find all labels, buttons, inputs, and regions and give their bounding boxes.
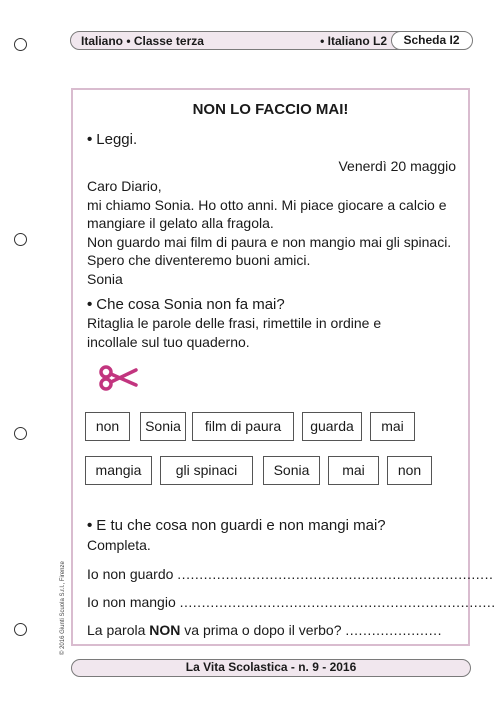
complete-label: Completa.: [87, 537, 151, 553]
word-card[interactable]: non: [85, 412, 130, 441]
word-card[interactable]: mai: [370, 412, 415, 441]
fill-line-non: [87, 622, 442, 638]
section-read: [87, 131, 137, 149]
letter-line: Spero che diventeremo buoni amici.: [87, 252, 311, 268]
binder-hole: [14, 623, 27, 636]
word-card[interactable]: Sonia: [263, 456, 320, 485]
copyright: © 2016 Giunti Scuola S.r.l., Firenze: [60, 561, 66, 655]
bullet: •: [87, 517, 93, 534]
word-card[interactable]: Sonia: [140, 412, 186, 441]
answer-blank[interactable]: ........................................................................: [179, 594, 496, 610]
word-card[interactable]: gli spinaci: [160, 456, 253, 485]
page-header: [70, 31, 472, 50]
question-line: Che cosa Sonia non fa mai?: [96, 296, 285, 313]
fill-prompt: La parola: [87, 622, 150, 638]
letter-text: [87, 177, 451, 288]
scissors-icon: [98, 363, 140, 393]
word-card[interactable]: guarda: [302, 412, 362, 441]
letter-date: Venerdì 20 maggio: [338, 158, 456, 174]
instruction-line: Ritaglia le parole delle frasi, rimettile in ordine e: [87, 315, 382, 331]
letter-line: Caro Diario,: [87, 178, 162, 194]
instruction-line: incollale sul tuo quaderno.: [87, 333, 250, 350]
section-complete: [87, 517, 386, 535]
instructions: [87, 314, 381, 351]
complete-question: E tu che cosa non guardi e non mangi mai?: [96, 517, 386, 534]
binder-hole: [14, 233, 27, 246]
fill-prompt-bold: NON: [149, 622, 181, 638]
word-card[interactable]: film di paura: [192, 412, 294, 441]
word-card[interactable]: non: [387, 456, 432, 485]
section-question: [87, 296, 285, 314]
fill-prompt: Io non guardo: [87, 566, 174, 582]
header-topic: • Italiano L2: [320, 34, 387, 48]
binder-hole: [14, 427, 27, 440]
fill-prompt: va prima o dopo il verbo?: [180, 622, 342, 638]
bullet: •: [87, 296, 93, 313]
fill-line-mangio: [87, 594, 496, 610]
letter-line: Non guardo mai film di paura e non mangio mai gli spinaci.: [87, 233, 452, 250]
header-subject: Italiano • Classe terza: [81, 34, 204, 48]
scheda-badge: Scheda I2: [391, 31, 473, 50]
fill-prompt: Io non mangio: [87, 594, 176, 610]
section-read-label: Leggi.: [96, 131, 138, 148]
word-card[interactable]: mangia: [85, 456, 152, 485]
answer-blank[interactable]: ......................: [345, 622, 442, 638]
letter-line: mangiare il gelato alla fragola.: [87, 215, 274, 231]
word-card[interactable]: mai: [328, 456, 379, 485]
answer-blank[interactable]: ........................................................................: [177, 566, 494, 582]
letter-line: mi chiamo Sonia. Ho otto anni. Mi piace giocare a calcio e: [87, 196, 447, 213]
bullet: •: [87, 131, 93, 148]
page-footer: La Vita Scolastica - n. 9 - 2016: [71, 659, 471, 677]
page-title: NON LO FACCIO MAI!: [192, 101, 349, 118]
binder-hole: [14, 38, 27, 51]
fill-line-guardo: [87, 566, 493, 582]
letter-line: Sonia: [87, 270, 123, 287]
